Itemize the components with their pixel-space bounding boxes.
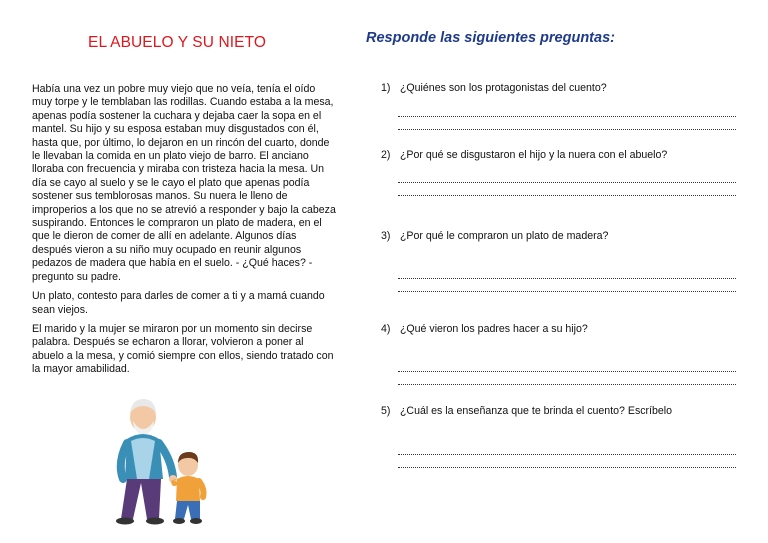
question-text: ¿Qué vieron los padres hacer a su hijo? — [399, 323, 588, 335]
answer-line[interactable] — [398, 384, 736, 385]
question-4 — [381, 323, 588, 335]
question-number: 3) — [381, 230, 391, 242]
answer-line[interactable] — [398, 116, 736, 117]
question-3 — [381, 230, 608, 242]
question-text: ¿Por qué se disgustaron el hijo y la nuera con el abuelo? — [399, 149, 668, 161]
question-number: 1) — [381, 82, 391, 94]
answer-line[interactable] — [398, 291, 736, 292]
answer-line[interactable] — [398, 182, 736, 183]
story-paragraph: El marido y la mujer se miraron por un momento sin decirse palabra. Después se echaron a llorar, volvieron a poner al abuelo a la mesa, y comió siempre con ellos, siendo tratado con la mayor amabilidad. — [32, 322, 334, 376]
answer-line[interactable] — [398, 195, 736, 196]
answer-line[interactable] — [398, 467, 736, 468]
story-paragraph: Un plato, contesto para darles de comer a ti y a mamá cuando sean viejos. — [32, 290, 325, 316]
question-1 — [381, 82, 607, 94]
story-title: EL ABUELO Y SU NIETO — [88, 34, 267, 51]
question-text: ¿Por qué le compraron un plato de madera? — [399, 230, 609, 242]
question-5 — [381, 405, 672, 417]
answer-line[interactable] — [398, 371, 736, 372]
question-2 — [381, 149, 667, 161]
question-number: 2) — [381, 149, 391, 161]
story-paragraph: Había una vez un pobre muy viejo que no veía, tenía el oído muy torpe y le temblaban las rodillas. Cuando estaba a la mesa, apenas podía sostener la cuchara y dejaba caer la sopa en el mantel. Su hijo y su esposa estaban muy disgustados con él, hasta que, por último, lo dejaron en un rincón del cuarto, donde le llevaban la comida en un plato viejo de barro. El anciano lloraba con frecuencia y miraba con tristeza hacia la mesa. Un día se cayo al suelo y se le cayo el plato que apenas podía sostener sus temblorosas manos. Su nuera le lleno de improperios a los que no se atrevió a responder y bajo la cabeza suspirando. Entonces le compraron un plato de madera, en el que le dieron de comer de allí en adelante. Algunos días después vieron a su niño muy ocupado en reunir algunos pedazos de madera que había en el suelo. - ¿Qué haces? - pregunto su padre. — [32, 83, 336, 283]
questions-header: Responde las siguientes preguntas: — [366, 30, 615, 46]
story-text — [32, 83, 338, 383]
question-number: 5) — [381, 405, 391, 417]
answer-line[interactable] — [398, 129, 736, 130]
question-text: ¿Quiénes son los protagonistas del cuento? — [399, 82, 607, 94]
grandfather-grandson-illustration — [105, 393, 227, 533]
question-text: ¿Cuál es la enseñanza que te brinda el cuento? Escríbelo — [399, 405, 673, 417]
answer-line[interactable] — [398, 278, 736, 279]
question-number: 4) — [381, 323, 391, 335]
answer-line[interactable] — [398, 454, 736, 455]
